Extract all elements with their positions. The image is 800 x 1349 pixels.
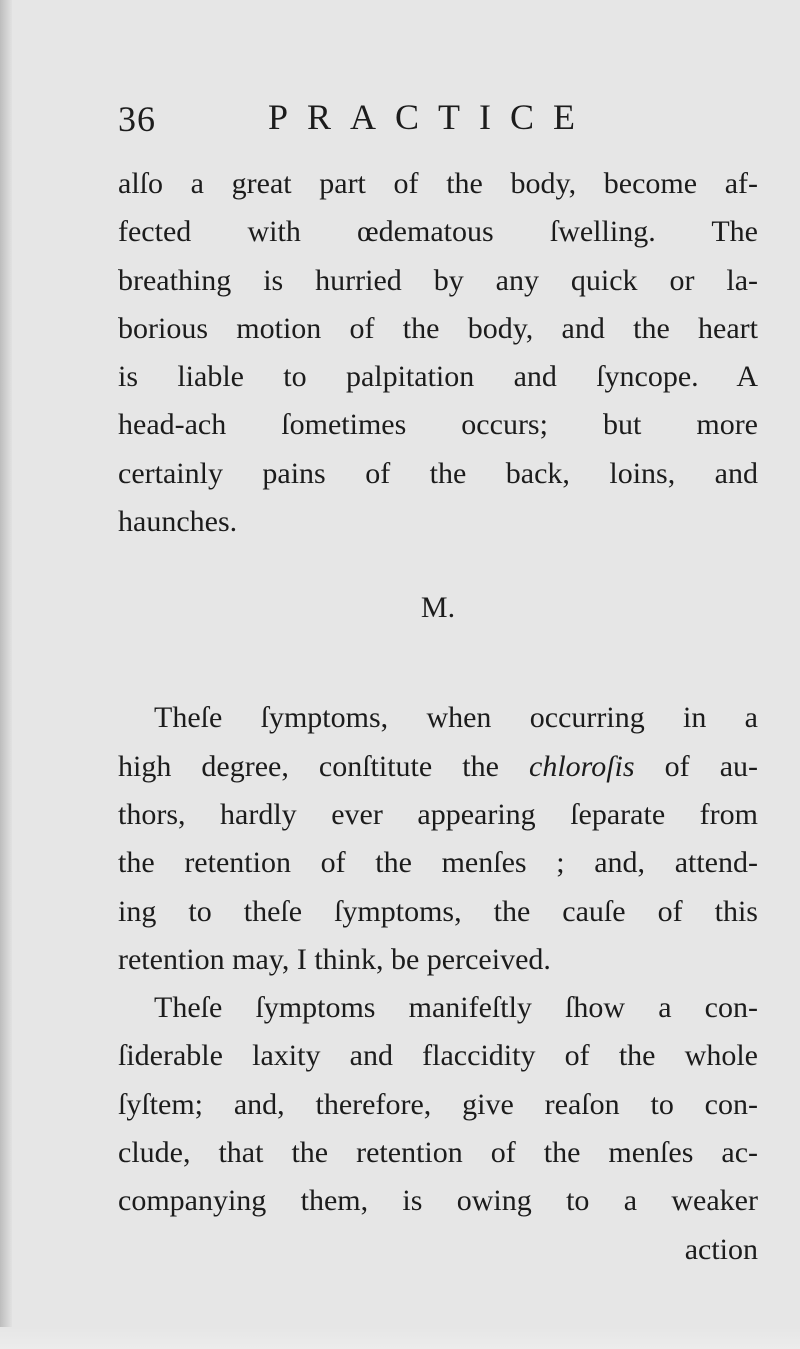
text-line: is liable to palpitation and ſyncope. A xyxy=(118,360,758,394)
body-text xyxy=(118,160,758,1274)
text-line: the retention of the menſes ; and, attend- xyxy=(118,846,758,880)
text-line: haunches. xyxy=(118,505,238,539)
text-line: ing to theſe ſymptoms, the cauſe of this xyxy=(118,894,758,928)
running-head: PRACTICE xyxy=(268,97,595,137)
text-line: companying them, is owing to a weaker xyxy=(118,1184,758,1218)
text-line: breathing is hurried by any quick or la- xyxy=(118,263,758,297)
text-line: retention may, I think, be perceived. xyxy=(118,942,551,976)
text-line-with-italic xyxy=(118,743,758,791)
text-line: Theſe ſymptoms, when occurring in a xyxy=(154,701,758,735)
text-line: clude, that the retention of the menſes ac- xyxy=(118,1136,758,1170)
page-header xyxy=(118,96,758,146)
text-line: ſiderable laxity and flaccidity of the whole xyxy=(118,1039,758,1073)
text-fragment: of au- xyxy=(634,749,758,783)
text-line: thors, hardly ever appearing ſeparate from xyxy=(118,797,758,831)
section-heading: M. xyxy=(420,591,456,625)
text-line: Theſe ſymptoms manifeſtly ſhow a con- xyxy=(154,991,758,1025)
text-line: alſo a great part of the body, become af- xyxy=(118,167,758,200)
text-fragment: high degree, conſtitute the xyxy=(118,749,529,783)
catchword: action xyxy=(684,1232,758,1266)
page-number: 36 xyxy=(118,99,156,139)
text-line: borious motion of the body, and the heart xyxy=(118,311,758,345)
text-line: fected with œdematous ſwelling. The xyxy=(118,215,758,249)
page-bottom-edge xyxy=(0,1327,800,1349)
italic-term: chloroſis xyxy=(529,749,635,783)
text-line: certainly pains of the back, loins, and xyxy=(118,456,758,490)
page-gutter-shadow xyxy=(0,0,12,1349)
text-line: head-ach ſometimes occurs; but more xyxy=(118,408,758,442)
text-line: ſyſtem; and, therefore, give reaſon to con- xyxy=(118,1087,758,1121)
